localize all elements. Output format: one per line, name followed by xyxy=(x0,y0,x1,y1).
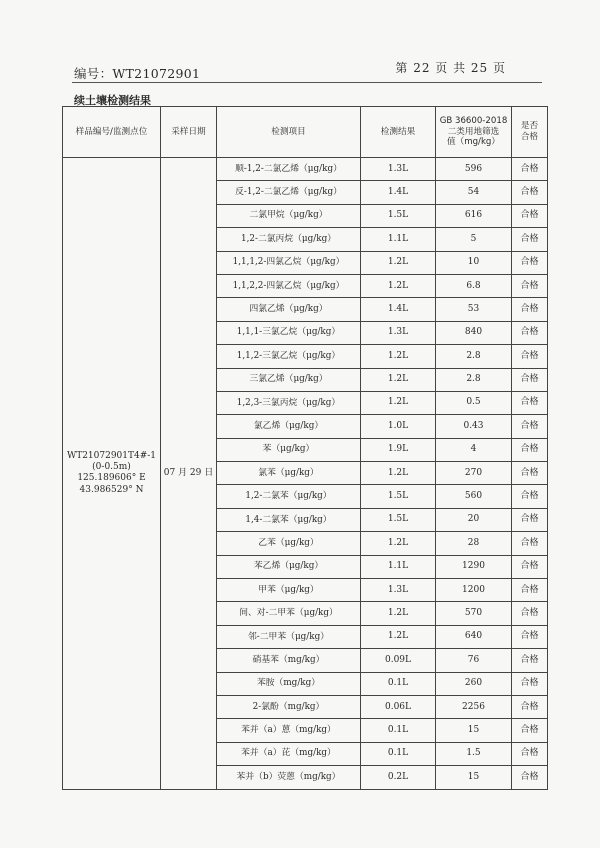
standard-cell: 260 xyxy=(436,672,512,695)
standard-cell: 6.8 xyxy=(436,274,512,297)
item-cell: 1,1,1,2-四氯乙烷（μg/kg） xyxy=(217,251,361,274)
verdict-cell: 合格 xyxy=(512,742,548,765)
item-cell: 1,1,1-三氯乙烷（μg/kg） xyxy=(217,321,361,344)
verdict-cell: 合格 xyxy=(512,555,548,578)
item-cell: 苯乙烯（μg/kg） xyxy=(217,555,361,578)
result-cell: 1.2L xyxy=(361,391,436,414)
col-header-verdict xyxy=(512,107,548,158)
result-cell: 0.1L xyxy=(361,742,436,765)
result-cell: 0.09L xyxy=(361,649,436,672)
verdict-cell: 合格 xyxy=(512,345,548,368)
result-cell: 1.2L xyxy=(361,532,436,555)
item-cell: 二氯甲烷（μg/kg） xyxy=(217,204,361,227)
verdict-cell: 合格 xyxy=(512,602,548,625)
standard-cell: 596 xyxy=(436,158,512,181)
standard-cell: 15 xyxy=(436,766,512,789)
col-header-standard-line: 二类用地筛选 xyxy=(447,126,500,137)
standard-cell: 0.5 xyxy=(436,391,512,414)
item-cell: 苯并（a）蒽（mg/kg） xyxy=(217,719,361,742)
result-cell: 1.4L xyxy=(361,181,436,204)
result-cell: 0.1L xyxy=(361,672,436,695)
verdict-cell: 合格 xyxy=(512,274,548,297)
verdict-cell: 合格 xyxy=(512,766,548,789)
item-cell: 1,4-二氯苯（μg/kg） xyxy=(217,508,361,531)
col-header-verdict-line: 是否 xyxy=(520,121,539,132)
item-cell: 1,1,2-三氯乙烷（μg/kg） xyxy=(217,345,361,368)
standard-cell: 5 xyxy=(436,228,512,251)
verdict-cell: 合格 xyxy=(512,649,548,672)
standard-cell: 2.8 xyxy=(436,368,512,391)
table-body xyxy=(63,158,548,790)
standard-cell: 4 xyxy=(436,438,512,461)
standard-cell: 54 xyxy=(436,181,512,204)
sample-info-cell xyxy=(63,158,161,790)
standard-cell: 0.43 xyxy=(436,415,512,438)
item-cell: 2-氯酚（mg/kg） xyxy=(217,695,361,718)
result-cell: 1.2L xyxy=(361,462,436,485)
item-cell: 硝基苯（mg/kg） xyxy=(217,649,361,672)
standard-cell: 560 xyxy=(436,485,512,508)
standard-cell: 2.8 xyxy=(436,345,512,368)
item-cell: 甲苯（μg/kg） xyxy=(217,579,361,602)
item-cell: 苯胺（mg/kg） xyxy=(217,672,361,695)
col-header-standard-line: 值（mg/kg） xyxy=(447,137,500,148)
standard-cell: 53 xyxy=(436,298,512,321)
result-cell: 0.06L xyxy=(361,695,436,718)
result-cell: 1.5L xyxy=(361,508,436,531)
verdict-cell: 合格 xyxy=(512,321,548,344)
item-cell: 氯乙烯（μg/kg） xyxy=(217,415,361,438)
verdict-cell: 合格 xyxy=(512,438,548,461)
verdict-cell: 合格 xyxy=(512,508,548,531)
standard-cell: 20 xyxy=(436,508,512,531)
table-row xyxy=(63,158,548,181)
verdict-cell: 合格 xyxy=(512,695,548,718)
result-cell: 1.3L xyxy=(361,579,436,602)
verdict-cell: 合格 xyxy=(512,532,548,555)
standard-cell: 15 xyxy=(436,719,512,742)
sampling-date-cell: 07 月 29 日 xyxy=(161,158,217,790)
results-table xyxy=(62,106,548,790)
verdict-cell: 合格 xyxy=(512,181,548,204)
verdict-cell: 合格 xyxy=(512,672,548,695)
item-cell: 反-1,2-二氯乙烯（μg/kg） xyxy=(217,181,361,204)
item-cell: 四氯乙烯（μg/kg） xyxy=(217,298,361,321)
result-cell: 1.3L xyxy=(361,321,436,344)
verdict-cell: 合格 xyxy=(512,391,548,414)
item-cell: 1,2,3-三氯丙烷（μg/kg） xyxy=(217,391,361,414)
result-cell: 0.1L xyxy=(361,719,436,742)
result-cell: 1.2L xyxy=(361,345,436,368)
standard-cell: 2256 xyxy=(436,695,512,718)
header-divider xyxy=(72,82,542,83)
item-cell: 三氯乙烯（μg/kg） xyxy=(217,368,361,391)
col-header-standard-line: GB 36600-2018 xyxy=(439,115,508,126)
standard-cell: 1290 xyxy=(436,555,512,578)
verdict-cell: 合格 xyxy=(512,415,548,438)
standard-cell: 570 xyxy=(436,602,512,625)
verdict-cell: 合格 xyxy=(512,485,548,508)
standard-cell: 270 xyxy=(436,462,512,485)
table-header-row xyxy=(63,107,548,158)
result-cell: 1.1L xyxy=(361,228,436,251)
result-cell: 1.2L xyxy=(361,251,436,274)
col-header-date: 采样日期 xyxy=(161,107,217,158)
item-cell: 氯苯（μg/kg） xyxy=(217,462,361,485)
verdict-cell: 合格 xyxy=(512,368,548,391)
verdict-cell: 合格 xyxy=(512,625,548,648)
sample-depth: (0-0.5m) xyxy=(92,462,131,473)
result-cell: 1.2L xyxy=(361,625,436,648)
standard-cell: 10 xyxy=(436,251,512,274)
result-cell: 1.2L xyxy=(361,274,436,297)
verdict-cell: 合格 xyxy=(512,251,548,274)
col-header-result: 检测结果 xyxy=(361,107,436,158)
col-header-standard xyxy=(436,107,512,158)
result-cell: 1.3L xyxy=(361,158,436,181)
item-cell: 1,1,2,2-四氯乙烷（μg/kg） xyxy=(217,274,361,297)
result-cell: 1.0L xyxy=(361,415,436,438)
col-header-verdict-line: 合格 xyxy=(520,132,539,142)
item-cell: 1,2-二氯丙烷（μg/kg） xyxy=(217,228,361,251)
item-cell: 苯并（a）芘（mg/kg） xyxy=(217,742,361,765)
verdict-cell: 合格 xyxy=(512,462,548,485)
col-header-item: 检测项目 xyxy=(217,107,361,158)
result-cell: 1.9L xyxy=(361,438,436,461)
result-cell: 1.5L xyxy=(361,204,436,227)
item-cell: 1,2-二氯苯（μg/kg） xyxy=(217,485,361,508)
standard-cell: 1200 xyxy=(436,579,512,602)
standard-cell: 840 xyxy=(436,321,512,344)
item-cell: 邻-二甲苯（μg/kg） xyxy=(217,625,361,648)
verdict-cell: 合格 xyxy=(512,228,548,251)
verdict-cell: 合格 xyxy=(512,204,548,227)
item-cell: 间、对-二甲苯（μg/kg） xyxy=(217,602,361,625)
item-cell: 顺-1,2-二氯乙烯（μg/kg） xyxy=(217,158,361,181)
item-cell: 乙苯（μg/kg） xyxy=(217,532,361,555)
document-number: 编号：WT21072901 xyxy=(74,66,201,81)
result-cell: 1.1L xyxy=(361,555,436,578)
verdict-cell: 合格 xyxy=(512,158,548,181)
standard-cell: 28 xyxy=(436,532,512,555)
section-title: 续土壤检测结果 xyxy=(74,94,151,107)
result-cell: 1.4L xyxy=(361,298,436,321)
verdict-cell: 合格 xyxy=(512,579,548,602)
result-cell: 1.2L xyxy=(361,368,436,391)
result-cell: 1.5L xyxy=(361,485,436,508)
item-cell: 苯并（b）荧蒽（mg/kg） xyxy=(217,766,361,789)
standard-cell: 616 xyxy=(436,204,512,227)
standard-cell: 76 xyxy=(436,649,512,672)
verdict-cell: 合格 xyxy=(512,719,548,742)
sample-lat: 43.986529° N xyxy=(79,484,144,495)
result-cell: 1.2L xyxy=(361,602,436,625)
sample-id: WT21072901T4#-1 xyxy=(66,450,157,461)
item-cell: 苯（μg/kg） xyxy=(217,438,361,461)
result-cell: 0.2L xyxy=(361,766,436,789)
standard-cell: 1.5 xyxy=(436,742,512,765)
standard-cell: 640 xyxy=(436,625,512,648)
sample-lon: 125.189606° E xyxy=(77,473,146,484)
verdict-cell: 合格 xyxy=(512,298,548,321)
col-header-sample: 样品编号/监测点位 xyxy=(63,107,161,158)
page-number: 第 22 页 共 25 页 xyxy=(395,61,506,75)
